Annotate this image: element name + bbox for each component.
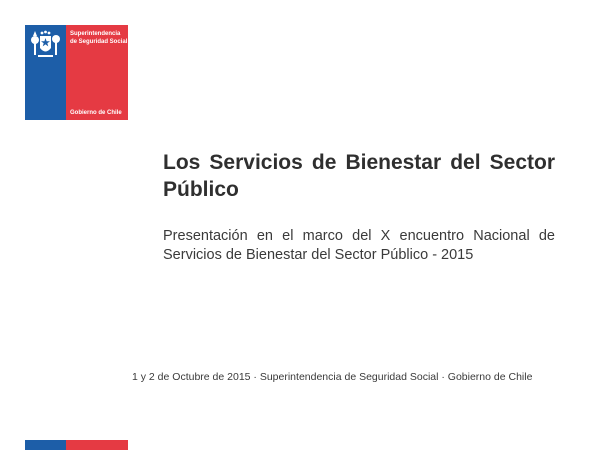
slide-subtitle: Presentación en el marco del X encuentro Nacional de Servicios de Bienestar del Sector Público - 2015 (163, 228, 555, 263)
institution-logo (25, 25, 128, 120)
slide-title: Los Servicios de Bienestar del Sector Público (163, 151, 555, 201)
bottom-bar-blue (25, 440, 66, 450)
bottom-bar-red (66, 440, 128, 450)
logo-organization-name: Superintendencia de Seguridad Social (70, 31, 128, 45)
logo-blue-block (25, 25, 66, 120)
coat-of-arms-icon (28, 28, 63, 60)
logo-government-name: Gobierno de Chile (70, 110, 122, 116)
slide-footer: 1 y 2 de Octubre de 2015 · Superintendencia de Seguridad Social · Gobierno de Chile (132, 371, 533, 383)
